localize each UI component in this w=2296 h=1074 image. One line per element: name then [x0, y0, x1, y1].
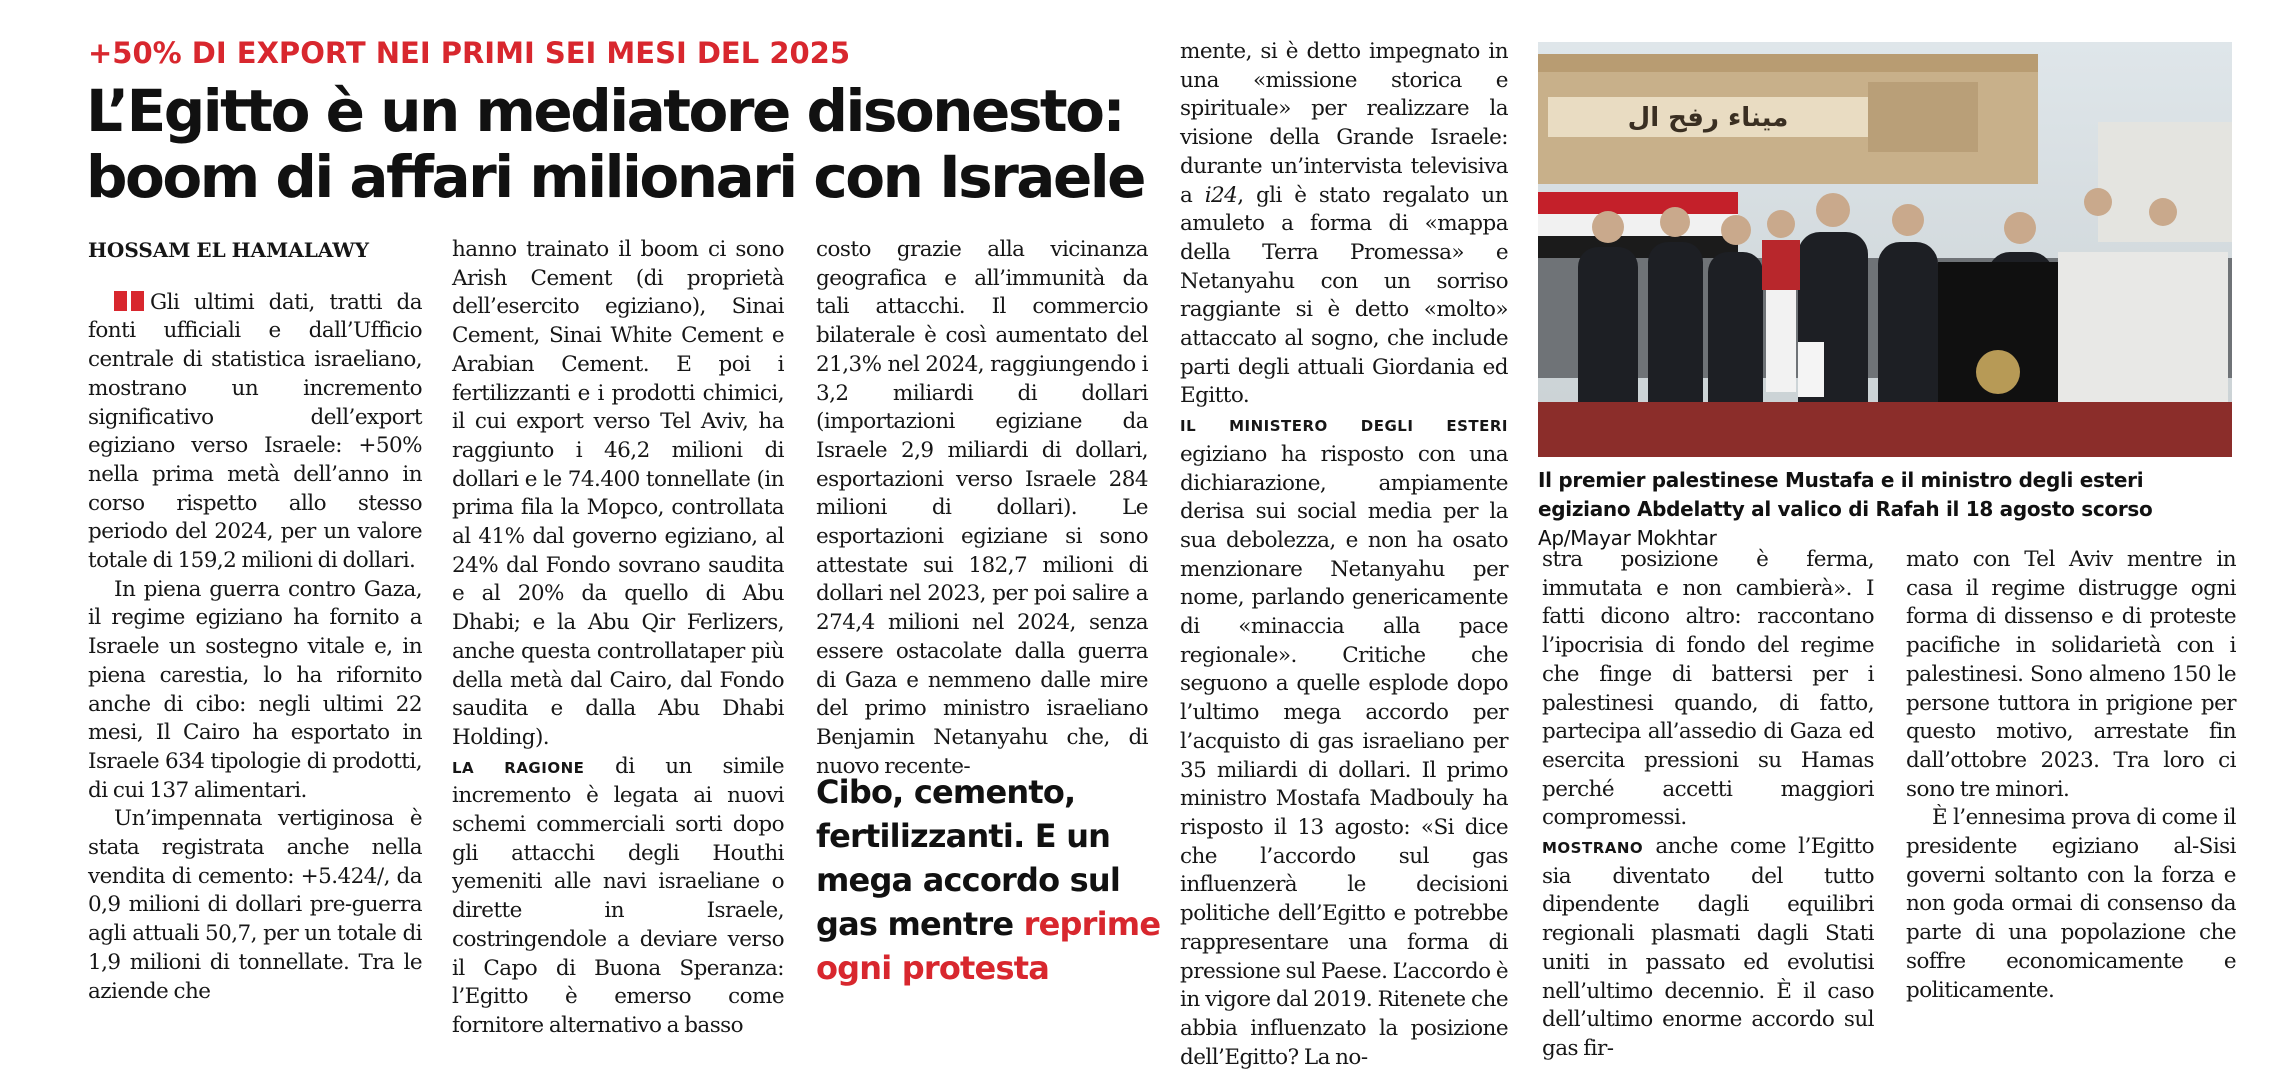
kicker: +50% DI EXPORT NEI PRIMI SEI MESI DEL 2025	[88, 36, 851, 70]
headline-line-2: boom di affari milionari con Israele	[86, 143, 1144, 211]
paragraph	[1542, 833, 1874, 1064]
paragraph	[1180, 38, 1508, 411]
paragraph: In piena guerra contro Gaza, il regime egiziano ha fornito a Israele un sostegno vitale e, in piena carestia, lo ha rifornito anche di cibo: negli ultimi 22 mesi, Il Cairo ha esportato in Israele 634 tipologie di prodotti, di cui 137 alimentari.	[88, 576, 422, 803]
rafah-crossing-image	[1538, 42, 2232, 457]
photo-credit: Ap/Mayar Mokhtar	[1538, 526, 1717, 550]
paragraph-marker-icon	[114, 291, 144, 311]
photo-caption	[1538, 466, 2238, 553]
article-column-6	[1906, 546, 2236, 1005]
paragraph: hanno trainato il boom ci sono Arish Cement (di proprietà dell’esercito egiziano), Sinai Cement, Sinai White Cement e Arabian Cement. E poi i fertilizzanti e i prodotti chimici, il cui export verso Tel Aviv, ha raggiunto i 46,2 milioni di dollari e le 74.400 tonnellate (in prima fila la Mopco, controllata al 41% dal governo egiziano, al 24% dal Fondo sovrano saudita e al 20% da quello di Abu Dhabi; e la Abu Qir Ferlizers, anche questa controllataper più della metà dal Cairo, dal Fondo saudita e dalla Abu Dhabi Holding).	[452, 237, 784, 750]
pullquote-text: Cibo, cemento, fertilizzanti. E un mega accordo sul gas mentre	[816, 773, 1121, 943]
paragraph	[1180, 411, 1508, 1072]
paragraph-lead: IL MINISTERO DEGLI ESTERI	[1180, 417, 1508, 436]
paragraph	[452, 753, 784, 1041]
paragraph	[88, 289, 422, 576]
paragraph: stra posizione è ferma, immutata e non cambierà». I fatti dicono altro: raccontano l’ipocrisia di fondo del regime che finge di battersi per i palestinesi quando, di fatto, partecipa all’assedio di Gaza ed esercita pressioni su Hamas perché accetti maggiori compromessi.	[1542, 547, 1874, 831]
paragraph: mato con Tel Aviv mentre in casa il regime distrugge ogni forma di dissenso e di proteste pacifiche in solidarietà con i palestinesi. Sono almeno 150 le persone tuttora in prigione per questo motivo, arrestate fin dall’ottobre 2023. Tra loro ci sono tre minori.	[1906, 547, 2236, 802]
news-photo	[1538, 42, 2232, 457]
paragraph-emphasis: i24	[1204, 182, 1238, 208]
paragraph-text: di un simile incremento è legata ai nuovi schemi commerciali sorti dopo gli attacchi degli Houthi yemeniti alle navi israeliane o dirette in Israele, costringendole a deviare verso il Capo di Buona Speranza: l’Egitto è emerso come fornitore alternativo a basso	[452, 753, 784, 1038]
pullquote	[816, 770, 1166, 990]
sign-text: ميناء رفح ال	[1627, 103, 1789, 133]
paragraph-text: anche come l’Egitto sia diventato del tutto dipendente dagli equilibri regionali plasmati dagli Stati uniti in passato ed evolutisi nell’ultimo decennio. È il caso dell’ultimo enorme accordo sul gas fir-	[1542, 834, 1874, 1061]
article-column-2	[452, 236, 784, 1041]
paragraph-text: Gli ultimi dati, tratti da fonti ufficiali e dall’Ufficio centrale di statistica israeliano, mostrano un incremento significativo dell’export egiziano verso Israele: +50% nella prima metà dell’anno in corso rispetto allo stesso periodo del 2024, per un valore totale di 159,2 milioni di dollari.	[88, 289, 422, 574]
headline-line-1: L’Egitto è un mediatore disonesto:	[86, 77, 1124, 145]
paragraph-lead: MOSTRANO	[1542, 839, 1644, 858]
paragraph: È l’ennesima prova di come il presidente egiziano al-Sisi governi soltanto con la forza e non goda ormai di consenso da parte di una popolazione che soffre economicamente e politicamente.	[1906, 805, 2236, 1003]
caption-text: Il premier palestinese Mustafa e il ministro degli esteri egiziano Abdelatty al valico di Rafah il 18 agosto scorso	[1538, 468, 2153, 521]
paragraph-text: mente, si è detto impegnato in una «missione storica e spirituale» per realizzare la visione della Grande Israele: durante un’intervista televisiva a	[1180, 39, 1508, 208]
paragraph: costo grazie alla vicinanza geografica e all’immunità da tali attacchi. Il commercio bilaterale è così aumentato del 21,3% nel 2024, raggiungendo i 3,2 miliardi di dollari (importazioni egiziane da Israele 2,9 miliardi di dollari, esportazioni verso Israele 284 milioni di dollari). Le esportazioni egiziane si sono attestate sui 182,7 milioni di dollari nel 2023, per poi salire a 274,4 milioni nel 2024, senza essere ostacolate dalla guerra di Gaza e nemmeno dalle mire del primo ministro israeliano Benjamin Netanyahu che, di nuovo recente-	[816, 237, 1148, 779]
paragraph: Un’impennata vertiginosa è stata registrata anche nella vendita di cemento: +5.424/, da 0,9 milioni di dollari pre-guerra agli attuali 50,7, per un totale di 1,9 milioni di tonnellate. Tra le aziende che	[88, 806, 422, 1004]
paragraph-lead: LA RAGIONE	[452, 758, 585, 777]
paragraph-text: egiziano ha risposto con una dichiarazione, ampiamente derisa sui social media per la sua debolezza, e non ha osato menzionare Netanyahu per nome, parlando genericamente di «minaccia alla pace regionale». Critiche che seguono a quelle esplode dopo l’ultimo mega accordo per l’acquisto di gas israeliano per 35 miliardi di dollari. Il primo ministro Mostafa Madbouly ha risposto il 13 agosto: «Si dice che l’accordo sul gas influenzerà le decisioni politiche dell’Egitto e potrebbe rappresentare una forma di pressione sul Paese. L’accordo è in vigore dal 2019. Ritenete che abbia influenzato la posizione dell’Egitto? La no-	[1180, 441, 1508, 1070]
article-column-3	[816, 236, 1148, 781]
article-column-4	[1180, 38, 1508, 1072]
byline: HOSSAM EL HAMALAWY	[88, 238, 370, 262]
article-column-1	[88, 236, 422, 1006]
headline	[86, 78, 1146, 210]
paragraph-text: , gli è stato regalato un amuleto a forma di «mappa della Terra Promessa» e Netanyahu con un sorriso raggiante si è detto «molto» attaccato al sogno, che include parti degli attuali Giordania ed Egitto.	[1180, 182, 1509, 409]
article-column-5	[1542, 546, 1874, 1064]
pullquote-highlight: reprime ogni protesta	[816, 905, 1161, 987]
